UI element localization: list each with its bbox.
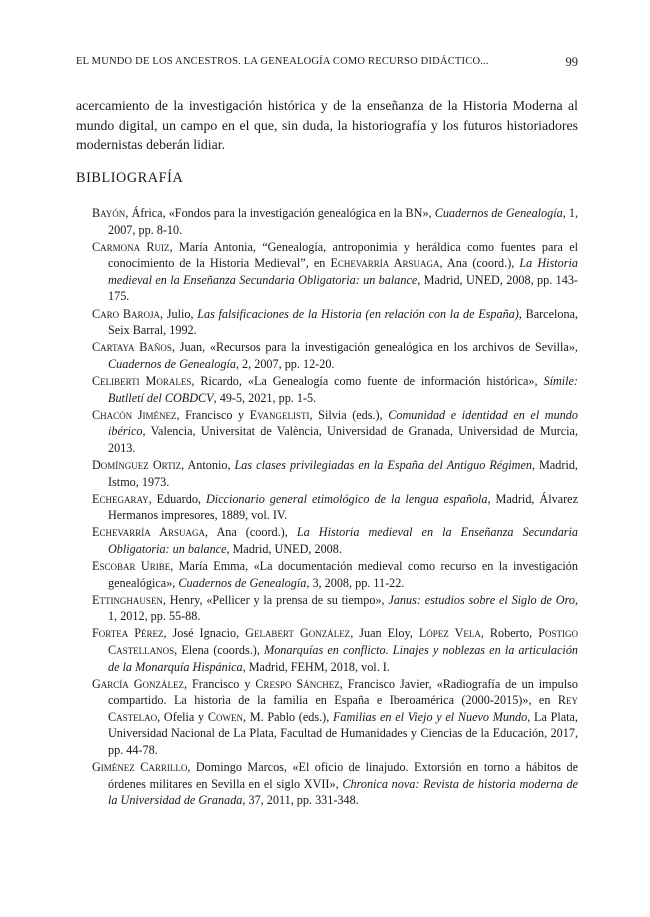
bibliography-entry (92, 625, 578, 675)
entry-text: , Elena (coords.), (174, 642, 265, 657)
entry-text: , María Emma, «La documentación medieval como recurso en la investigación genealógica», (108, 558, 578, 590)
author-name: Evangelisti (249, 407, 310, 422)
author-name: Chacón Jiménez (92, 407, 177, 422)
work-title: Cuadernos de Genealogía (178, 575, 307, 590)
entry-text: , Henry, «Pellicer y la prensa de su tiempo», (162, 592, 389, 607)
entry-text: , Juan Eloy, (350, 626, 419, 641)
author-name: Echevarría Arsuaga (330, 256, 440, 271)
entry-text: , M. Pablo (eds.), (242, 709, 333, 724)
entry-text: , 1, 2012, pp. 55-88. (108, 592, 578, 624)
entry-text: , Antonio, (181, 457, 235, 472)
entry-text: , Juan, «Recursos para la investigación genealógica en los archivos de Sevilla», (171, 340, 578, 355)
bibliography-entry (92, 339, 578, 372)
author-name: Fortea Pérez (92, 626, 164, 641)
author-name: Escobar Uribe (92, 558, 171, 573)
running-head (76, 56, 578, 67)
author-name: Celiberti Morales (92, 373, 192, 388)
entry-text: , Madrid, Istmo, 1973. (108, 457, 578, 489)
author-name: Giménez Carrillo (92, 760, 188, 775)
author-name: Cartaya Baños (92, 340, 172, 355)
work-title: Cuadernos de Genealogía (434, 206, 563, 220)
running-title: EL MUNDO DE LOS ANCESTROS. LA GENEALOGÍA COMO RECURSO DIDÁCTICO... (76, 56, 489, 67)
entry-text: , Julio, (159, 306, 198, 321)
bibliography-entry (92, 524, 578, 557)
bibliography-entry (92, 558, 578, 591)
work-title: Cuadernos de Genealogía (108, 356, 236, 371)
entry-text: , 49-5, 2021, pp. 1-5. (213, 390, 317, 405)
author-name: Caro Baroja (92, 306, 160, 321)
author-name: Domínguez Ortiz (92, 457, 182, 472)
bibliography-list (92, 205, 578, 809)
entry-text: , Madrid, Álvarez Hermanos impresores, 1889, vol. IV. (108, 491, 578, 523)
entry-text: , 1, 2007, pp. 8-10. (108, 206, 578, 237)
intro-paragraph: acercamiento de la investigación histórica y de la enseñanza de la Historia Moderna al mundo digital, un campo en el que, sin duda, la historiografía y los futuros historiadores modernistas deberán lidiar. (76, 98, 578, 152)
author-name: Crespo Sánchez (255, 676, 340, 691)
entry-text: , Madrid, UNED, 2008. (226, 541, 342, 556)
entry-text: , Francisco y (184, 676, 256, 691)
bibliography-entry (92, 457, 578, 490)
bibliography-entry (92, 306, 578, 339)
bibliography-entry (92, 676, 578, 759)
bibliography-entry (92, 205, 578, 238)
work-title: Diccionario general etimológico de la lengua española (205, 491, 488, 506)
entry-text: , Ricardo, «La Genealogía como fuente de información histórica», (191, 373, 544, 388)
author-name: Echegaray (92, 491, 149, 506)
entry-text: , África, «Fondos para la investigación genealógica en la BN», (125, 206, 435, 220)
work-title: Janus: estudios sobre el Siglo de Oro (388, 592, 575, 607)
entry-text: , Barcelona, Seix Barral, 1992. (108, 306, 579, 338)
bibliography-entry (92, 491, 578, 524)
work-title: Comunidad e identidad en el mundo ibérico (108, 407, 578, 439)
entry-text: , María Antonia, “Genealogía, antroponimia y heráldica como fuentes para el conocimiento de la Historia Medieval”, en (108, 239, 578, 271)
work-title: Familias en el Viejo y el Nuevo Mundo (332, 709, 528, 724)
page-number: 99 (565, 55, 578, 69)
entry-text: , Valencia, Universitat de València, Universidad de Granada, Universidad de Murcia, 2013. (108, 424, 578, 455)
entry-text: , Ana (coord.), (205, 525, 297, 540)
entry-text: , Ofelia y (157, 709, 208, 724)
entry-text: , 2, 2007, pp. 12-20. (235, 356, 335, 371)
entry-text: , 3, 2008, pp. 11-22. (306, 575, 405, 590)
author-name: López Vela (418, 626, 481, 641)
entry-text: , Madrid, FEHM, 2018, vol. I. (242, 659, 390, 674)
entry-text: , Domingo Marcos, «El oficio de linajudo. Extorsión en torno a hábitos de órdenes militares en Sevilla en el siglo XVII», (108, 760, 578, 791)
entry-text: , Madrid, UNED, 2008, pp. 143-175. (108, 272, 578, 304)
work-title: Monarquías en conflicto. Linajes y noblezas en la articulación de la Monarquía Hispánica (108, 642, 579, 674)
bibliography-entry (92, 407, 578, 457)
author-name: Rey Castelao (108, 693, 578, 724)
section-heading: BIBLIOGRAFÍA (76, 170, 184, 186)
bibliography-entry (92, 592, 578, 625)
author-name: Echevarría Arsuaga (92, 525, 205, 540)
entry-text: , Ana (coord.), (439, 256, 520, 271)
entry-text: , Eduardo, (148, 491, 206, 506)
author-name: Cowen (207, 709, 243, 724)
bibliography-entry (92, 759, 578, 809)
author-name: Postigo Castellanos (108, 626, 579, 657)
entry-text: , 37, 2011, pp. 331-348. (242, 793, 359, 808)
entry-text: , Francisco y (176, 407, 250, 422)
author-name: Bayón (92, 206, 126, 220)
bibliography-entry (92, 239, 578, 305)
entry-text: , José Ignacio, (163, 626, 246, 641)
entry-text: , Silvia (eds.), (309, 407, 389, 422)
work-title: La Historia medieval en la Enseñanza Secundaria Obligatoria: un balance (108, 256, 578, 287)
work-title: Chronica nova: Revista de historia moderna de la Universidad de Granada (108, 776, 578, 808)
author-name: Carmona Ruiz (92, 239, 170, 254)
work-title: Las falsificaciones de la Historia (en relación con la de España) (197, 306, 519, 321)
work-title: Símile: Butlletí del COBDCV (108, 373, 578, 405)
entry-text: , La Plata, Universidad Nacional de La Plata, Facultad de Humanidades y Ciencias de la Educación, 2017, pp. 44-78. (108, 709, 578, 757)
bibliography-entry (92, 373, 578, 406)
author-name: Gelabert González (245, 626, 351, 641)
work-title: La Historia medieval en la Enseñanza Secundaria Obligatoria: un balance (108, 525, 579, 556)
author-name: Ettinghausen (92, 592, 163, 607)
work-title: Las clases privilegiadas en la España del Antiguo Régimen (234, 457, 532, 472)
entry-text: , Roberto, (480, 626, 539, 641)
author-name: García González (92, 676, 185, 691)
entry-text: , Francisco Javier, «Radiografía de un impulso compartido. La historia de la familia en España e Iberoamérica (2000-2015)», en (108, 676, 578, 708)
